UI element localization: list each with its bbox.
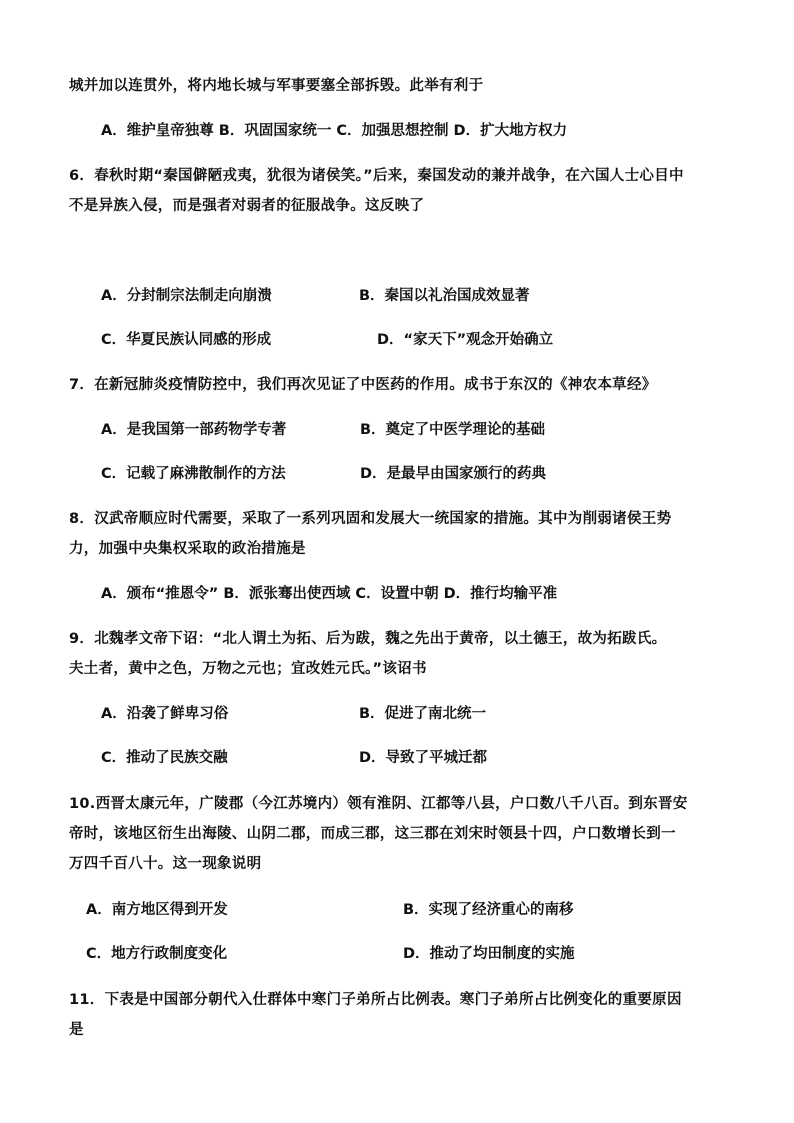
- q6-option-c: C．华夏民族认同感的形成: [101, 332, 272, 348]
- q10-option-c: C．地方行政制度变化: [86, 946, 228, 962]
- q5-stem-tail: 城并加以连贯外，将内地长城与军事要塞全部拆毁。此举有利于: [69, 78, 484, 94]
- q10-option-b: B．实现了经济重心的南移: [403, 902, 574, 918]
- q11-stem-line-1: 11．下表是中国部分朝代入仕群体中寒门子弟所占比例表。寒门子弟所占比例变化的重要原因: [69, 992, 682, 1008]
- q7-option-b: B．奠定了中医学理论的基础: [360, 422, 546, 438]
- q6-option-d: D．“家天下”观念开始确立: [377, 332, 554, 348]
- q11-stem-line-2: 是: [69, 1022, 84, 1038]
- q6-option-a: A．分封制宗法制走向崩溃: [101, 288, 272, 304]
- q10-stem-line-1: 10.西晋太康元年，广陵郡（今江苏境内）领有淮阴、江都等八县，户口数八千八百。到东晋安: [69, 796, 688, 812]
- q7-stem: 7．在新冠肺炎疫情防控中，我们再次见证了中医药的作用。成书于东汉的《神农本草经》: [69, 377, 657, 393]
- q6-stem-line-2: 不是异族入侵，而是强者对弱者的征服战争。这反映了: [69, 198, 425, 214]
- q6-stem-line-1: 6．春秋时期“秦国僻陋戎夷，犹很为诸侯笑。”后来，秦国发动的兼并战争，在六国人士心目中: [69, 168, 684, 184]
- q10-option-a: A．南方地区得到开发: [86, 902, 228, 918]
- q10-option-d: D．推动了均田制度的实施: [403, 946, 575, 962]
- q9-stem-line-1: 9．北魏孝文帝下诏：“北人谓土为拓、后为跋，魏之先出于黄帝，以土德王，故为拓跋氏。: [69, 631, 667, 647]
- q9-option-d: D．导致了平城迁都: [359, 750, 488, 766]
- q7-option-c: C．记载了麻沸散制作的方法: [101, 466, 286, 482]
- q8-stem-line-1: 8．汉武帝顺应时代需要，采取了一系列巩固和发展大一统国家的措施。其中为削弱诸侯王势: [69, 511, 672, 527]
- q10-stem-line-3: 万四千百八十。这一现象说明: [69, 856, 262, 872]
- q7-option-a: A．是我国第一部药物学专著: [101, 422, 287, 438]
- q8-stem-line-2: 力，加强中央集权采取的政治措施是: [69, 541, 306, 557]
- q5-options: A．维护皇帝独尊 B．巩固国家统一 C．加强思想控制 D．扩大地方权力: [101, 123, 568, 139]
- q9-stem-line-2: 夫土者，黄中之色，万物之元也；宜改姓元氏。”该诏书: [69, 661, 427, 677]
- q9-option-a: A．沿袭了鲜卑习俗: [101, 706, 229, 722]
- q8-options: A．颁布“推恩令” B．派张骞出使西域 C．设置中朝 D．推行均输平准: [101, 586, 558, 602]
- q9-option-c: C．推动了民族交融: [101, 750, 228, 766]
- q7-option-d: D．是最早由国家颁行的药典: [360, 466, 547, 482]
- q9-option-b: B．促进了南北统一: [359, 706, 487, 722]
- q6-option-b: B．秦国以礼治国成效显著: [359, 288, 530, 304]
- q10-stem-line-2: 帝时，该地区衍生出海陵、山阴二郡，而成三郡，这三郡在刘宋时领县十四，户口数增长到一: [69, 826, 676, 842]
